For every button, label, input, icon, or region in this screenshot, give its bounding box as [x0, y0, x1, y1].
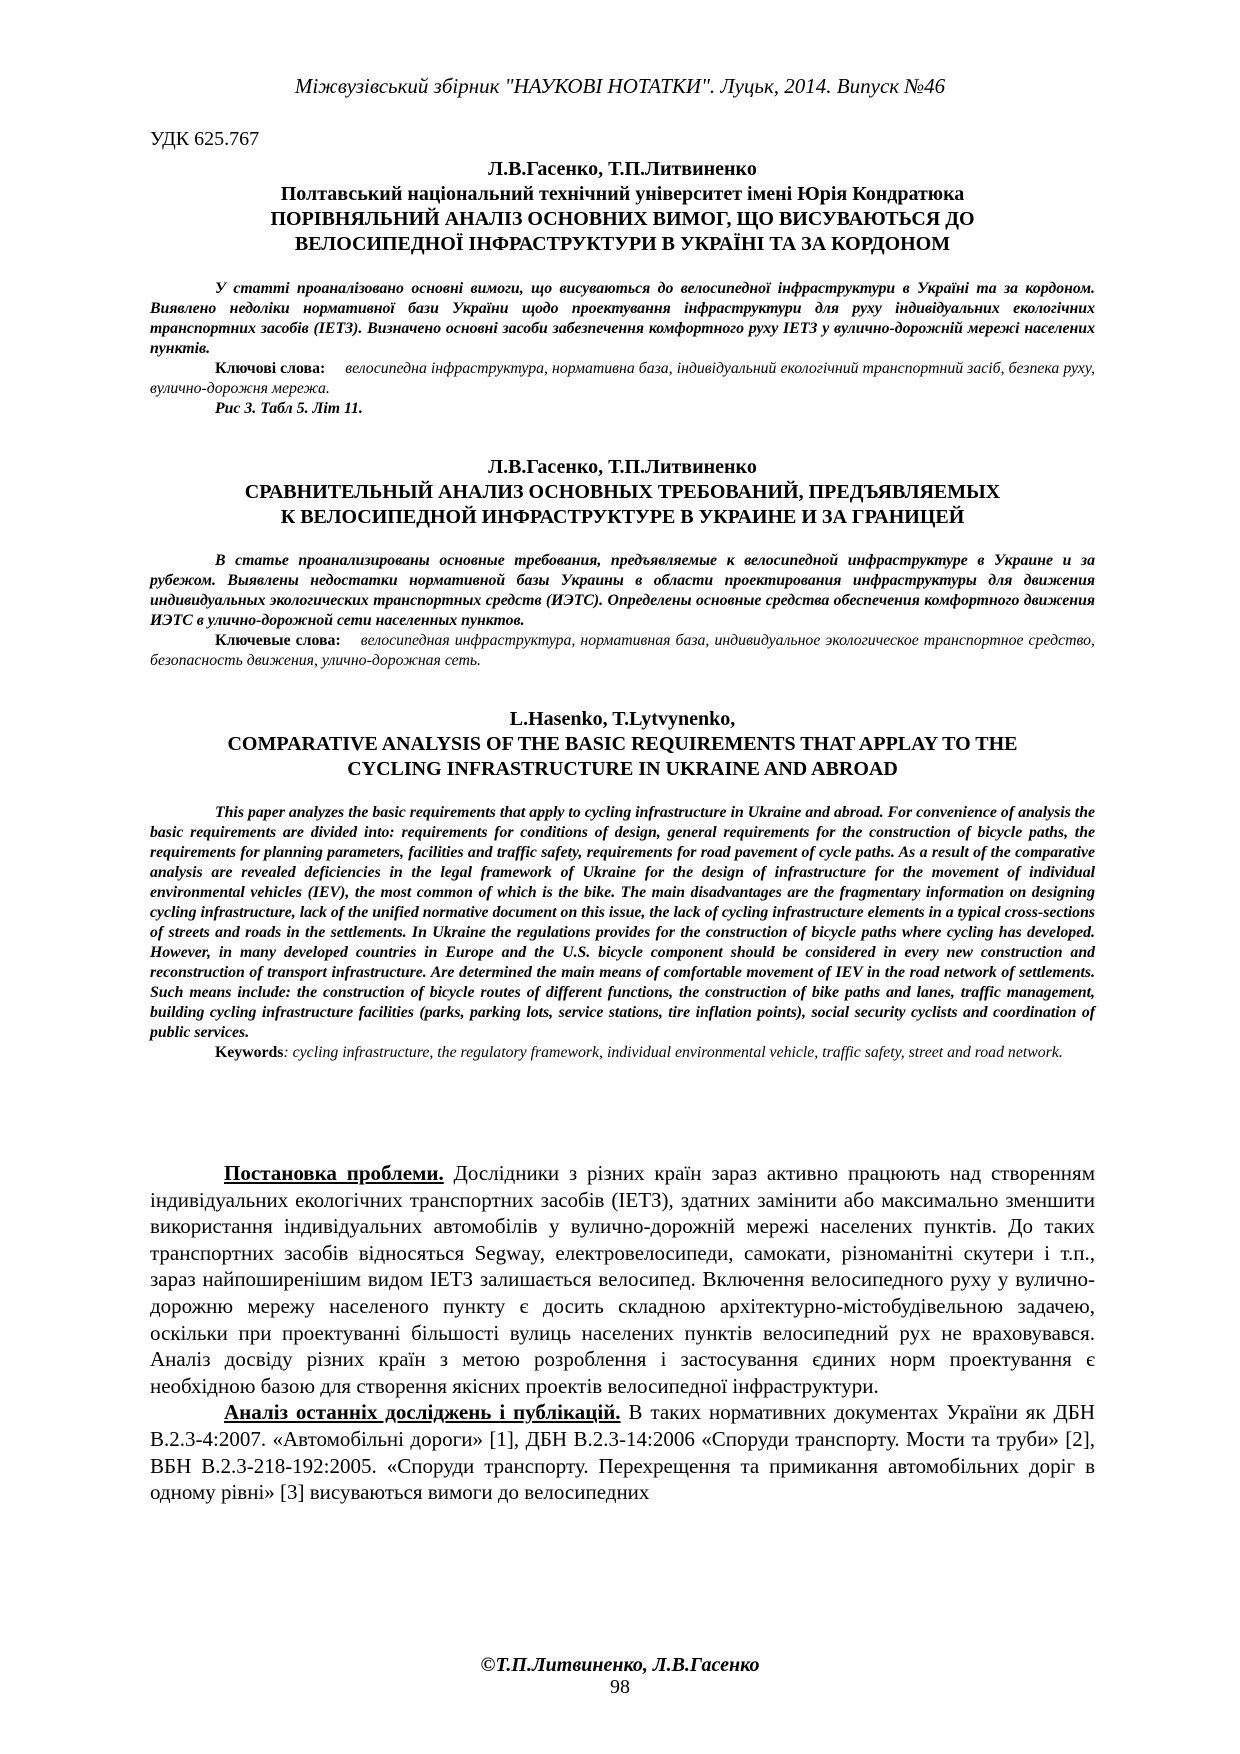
russian-abstract: В статье проанализированы основные требования, предъявляемые к велосипедной инфраструктуре в Украине и за рубежом. Выявлены недостатки нормативной базы Украины в области проектирования инфраструктуры для движения индивидуальных экологических транспортных средств (ИЭТС). Определены основные средства обеспечения комфортного движения ИЭТС в улично-дорожной сети населенных пунктов.: [150, 552, 1095, 629]
russian-title-line1: СРАВНИТЕЛЬНЫЙ АНАЛИЗ ОСНОВНЫХ ТРЕБОВАНИЙ, ПРЕДЪЯВЛЯЕМЫХ: [244, 481, 1001, 503]
russian-header: [150, 455, 1095, 530]
literature-review-heading: Аналіз останніх досліджень і публікацій.: [224, 1400, 621, 1425]
english-keywords-text: : cycling infrastructure, the regulatory framework, individual environmental vehicle, traffic safety, street and road network.: [283, 1044, 1063, 1061]
literature-review-text: В таких нормативних документах України як ДБН В.2.3-4:2007. «Автомобільні дороги» [1], ДБН В.2.3-14:2006 «Споруди транспорту. Мости та труби» [2], ВБН В.2.3-218-192:2005. «Споруди транспорту. Перехрещення та примикання автомобільних доріг в одному рівні» [3] висуваються вимоги до велосипедних: [150, 1400, 1095, 1505]
ukrainian-title-line2: ВЕЛОСИПЕДНОЇ ІНФРАСТРУКТУРИ В УКРАЇНІ ТА ЗА КОРДОНОМ: [294, 233, 951, 255]
russian-abstract-block: [150, 551, 1095, 671]
russian-authors: Л.В.Гасенко, Т.П.Литвиненко: [488, 456, 757, 478]
english-abstract: This paper analyzes the basic requirements that apply to cycling infrastructure in Ukraine and abroad. For convenience of analysis the basic requirements are divided into: requirements for conditions of design, general requirements for the construction of bicycle paths, the requirements for planning parameters, facilities and traffic safety, requirements for road pavement of cycle paths. As a result of the comparative analysis are revealed deficiencies in the legal framework of Ukraine for the design of infrastructure for the movement of individual environmental vehicles (IEV), the most common of which is the bike. The main disadvantages are the fragmentary information on designing cycling infrastructure, lack of the unified normative document on this issue, the lack of cycling infrastructure elements in a typical cross-sections of streets and roads in the settlements. In Ukraine the regulations provides for the construction of bicycle paths where cycling has developed. However, in many developed countries in Europe and the U.S. bicycle component should be considered in every new construction and reconstruction of transport infrastructure. Are determined the main means of comfortable movement of IEV in the road network of settlements. Such means include: the construction of bicycle routes of different functions, the construction of bike paths and lanes, traffic management, building cycling infrastructure facilities (parks, parking lots, service stations, tire inflation points), social security cyclists and coordination of public services.: [150, 804, 1095, 1041]
english-title-line1: COMPARATIVE ANALYSIS OF THE BASIC REQUIREMENTS THAT APPLAY TO THE: [227, 733, 1018, 755]
problem-statement-text: Дослідники з різних країн зараз активно працюють над створенням індивідуальних екологічних транспортних засобів (ІЕТЗ), здатних замінити або максимально зменшити використання індивідуальних автомобілів у вулично-дорожній мережі населених пунктів. До таких транспортних засобів відносяться Segway, електровелосипеди, самокати, різноманітні скутери і т.п., зараз найпоширенішим видом ІЕТЗ залишається велосипед. Включення велосипедного руху у вулично-дорожню мережу населеного пункту є досить складною архітектурно-містобудівельною задачею, оскільки при проектуванні більшості вулиць населених пунктів велосипедний рух не враховувався. Аналіз досвіду різних країн з метою розроблення і застосування єдиних норм проектування є необхідною базою для створення якісних проектів велосипедної інфраструктури.: [150, 1161, 1095, 1398]
russian-keywords-label: Ключевые слова:: [215, 632, 341, 649]
body-paragraph-1: [150, 1160, 1095, 1399]
english-authors: L.Hasenko, T.Lytvynenko,: [509, 708, 736, 730]
ukrainian-authors: Л.В.Гасенко, Т.П.Литвиненко: [488, 158, 757, 180]
body-paragraph-2: [150, 1399, 1095, 1505]
ukrainian-keywords: [150, 359, 1095, 399]
russian-keywords-text: велосипедная инфраструктура, нормативная база, индивидуальное экологическое транспортное средство, безопасность движения, улично-дорожная сеть.: [150, 632, 1095, 669]
english-abstract-block: [150, 803, 1095, 1063]
english-keywords-label: Keywords: [215, 1044, 284, 1061]
ukrainian-keywords-label: Ключові слова:: [215, 360, 326, 377]
english-title-line2: CYCLING INFRASTRUCTURE IN UKRAINE AND ABROAD: [347, 758, 898, 780]
ukrainian-header: [150, 157, 1095, 257]
english-header: [150, 707, 1095, 782]
russian-keywords: [150, 631, 1095, 671]
copyright-line: ©Т.П.Литвиненко, Л.В.Гасенко: [480, 1654, 760, 1676]
ukrainian-affiliation: Полтавський національний технічний університет імені Юрія Кондратюка: [280, 183, 965, 205]
english-keywords: [150, 1043, 1095, 1063]
journal-header: Міжвузівський збірник "НАУКОВІ НОТАТКИ". Луцьк, 2014. Випуск №46: [294, 74, 946, 98]
ukrainian-abstract-block: [150, 279, 1095, 419]
ukrainian-keywords-text: велосипедна інфраструктура, нормативна база, індивідуальний екологічний транспортний засіб, безпека руху, вулично-дорожня мережа.: [150, 360, 1095, 397]
body-text-block: [150, 1160, 1095, 1506]
ukrainian-figures-count: Рис 3. Табл 5. Літ 11.: [215, 400, 363, 417]
russian-title-line2: К ВЕЛОСИПЕДНОЙ ИНФРАСТРУКТУРЕ В УКРАИНЕ И ЗА ГРАНИЦЕЙ: [280, 506, 965, 528]
udk-code: УДК 625.767: [150, 128, 260, 150]
page-number: 98: [610, 1676, 630, 1698]
ukrainian-abstract: У статті проаналізовано основні вимоги, що висуваються до велосипедної інфраструктури в Україні та за кордоном. Виявлено недоліки нормативної бази України щодо проектування інфраструктури для руху індивідуальних екологічних транспортних засобів (ІЕТЗ). Визначено основні засоби забезпечення комфортного руху ІЕТЗ у вулично-дорожній мережі населених пунктів.: [150, 280, 1095, 357]
problem-statement-heading: Постановка проблеми.: [224, 1161, 444, 1185]
ukrainian-title-line1: ПОРІВНЯЛЬНИЙ АНАЛІЗ ОСНОВНИХ ВИМОГ, ЩО ВИСУВАЮТЬСЯ ДО: [270, 208, 975, 230]
